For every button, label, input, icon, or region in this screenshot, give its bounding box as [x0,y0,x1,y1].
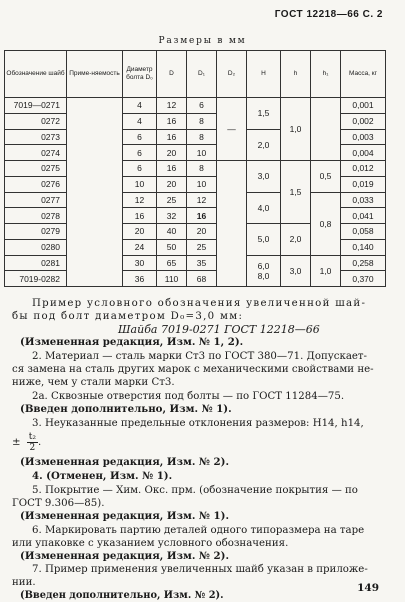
designation-cell: 0281 [5,255,67,271]
designation-cell: 7019—0271 [5,98,67,114]
designation-cell: 0277 [5,192,67,208]
d-cell: 16 [157,113,187,129]
bolt-diameter-cell: 6 [123,129,157,145]
d1-cell: 20 [187,224,217,240]
designation-cell: 0273 [5,129,67,145]
table-row [5,98,386,114]
bolt-diameter-cell: 4 [123,113,157,129]
designation-cell: 7019-0282 [5,271,67,287]
d-cell: 110 [157,271,187,287]
item-2-line-3: ниже, чем у стали марки Ст3. [12,377,175,388]
bolt-diameter-cell: 4 [123,98,157,114]
item-2-line-1: 2. Материал — сталь марки Ст3 по ГОСТ 380—71. Допускает- [32,351,367,362]
amendment-note-6: (Введен дополнительно, Изм. № 2). [20,590,224,601]
page-number: 149 [357,582,379,594]
amendment-note-4: (Измененная редакция, Изм. № 1). [20,510,230,522]
col-header-h: h [281,51,311,98]
d2-cell [217,161,247,287]
d-cell: 12 [157,98,187,114]
fraction [27,432,38,453]
col-header-d1: D₁ [187,51,217,98]
table-caption: Размеры в мм [158,36,247,46]
amendment-note-5: (Измененная редакция, Изм. № 2). [20,550,230,562]
h-cell: 1,0 [281,98,311,161]
bolt-diameter-cell: 30 [123,255,157,271]
col-header-bolt-diameter: Диаметр болта D₀ [123,51,157,98]
item-4: 4. (Отменен, Изм. № 1). [32,470,173,482]
bolt-diameter-cell: 6 [123,161,157,177]
d1-cell: 68 [187,271,217,287]
bolt-diameter-cell: 24 [123,239,157,255]
amendment-note-1: (Измененная редакция, Изм. № 1, 2). [20,336,244,348]
d1-cell: 8 [187,113,217,129]
item-6-line-1: 6. Маркировать партию деталей одного типоразмера на таре [32,525,365,536]
d-cell: 16 [157,161,187,177]
d1-cell: 8 [187,161,217,177]
designation-cell: 0278 [5,208,67,224]
designation-cell: 0276 [5,176,67,192]
example-line-1: Пример условного обозначения увеличенной шай- [32,298,367,309]
bolt-diameter-cell: 6 [123,145,157,161]
bolt-diameter-cell: 36 [123,271,157,287]
h-cell: 3,0 [281,255,311,287]
d-cell: 65 [157,255,187,271]
amendment-note-3: (Измененная редакция, Изм. № 2). [20,456,230,468]
h-upper-cell: 5,0 [247,224,281,256]
col-header-designation: Обозначение шайб [5,51,67,98]
h1-cell [311,98,341,161]
col-header-h1: h₁ [311,51,341,98]
d1-cell: 10 [187,145,217,161]
item-5-line-1: 5. Покрытие — Хим. Окс. прм. (обозначение покрытия — по [32,485,358,496]
amendment-note-2: (Введен дополнительно, Изм. № 1). [20,403,232,415]
col-header-d: D [157,51,187,98]
mass-cell: 0,058 [341,224,386,240]
h1-cell: 0,5 [311,161,341,193]
designation-cell: 0275 [5,161,67,177]
designation-cell: 0280 [5,239,67,255]
mass-cell: 0,012 [341,161,386,177]
h-cell: 1,5 [281,161,311,224]
table-row [5,161,386,177]
plus-minus-sign: ± [12,437,21,448]
d-cell: 50 [157,239,187,255]
formula-period: . [38,437,42,448]
h-upper-cell: 3,0 [247,161,281,193]
fraction-denominator: 2 [29,443,36,453]
d1-cell: 8 [187,129,217,145]
page-header: ГОСТ 12218—66 С. 2 [274,9,383,20]
d1-cell: 35 [187,255,217,271]
h-upper-cell: 6,0 8,0 [247,255,281,287]
fraction-numerator: t₂ [28,432,37,442]
d-cell: 32 [157,208,187,224]
tolerance-formula [12,432,41,453]
bolt-diameter-cell: 20 [123,224,157,240]
h1-cell: 0,8 [311,192,341,255]
table-row [5,192,386,208]
mass-cell: 0,002 [341,113,386,129]
d-cell: 40 [157,224,187,240]
d-cell: 16 [157,129,187,145]
h-upper-cell: 4,0 [247,192,281,224]
designation-cell: 0272 [5,113,67,129]
mass-cell: 0,258 [341,255,386,271]
item-7-line-2: нии. [12,577,36,588]
mass-cell: 0,004 [341,145,386,161]
dimensions-table [4,50,386,287]
h-upper-cell: 1,5 [247,98,281,130]
item-7-line-1: 7. Пример применения увеличенных шайб указан в приложе- [32,564,368,575]
d-cell: 20 [157,176,187,192]
example-designation: Шайба 7019-0271 ГОСТ 12218—66 [118,323,320,336]
example-line-2: бы под болт диаметром D₀=3,0 мм: [12,311,244,322]
item-2-line-2: ся замена на сталь других марок с механическими свойствами не- [12,364,374,375]
mass-cell: 0,370 [341,271,386,287]
col-header-d2: D₂ [217,51,247,98]
d-cell: 20 [157,145,187,161]
item-3-line-1: 3. Неуказанные предельные отклонения размеров: Н14, h14, [32,418,364,429]
d1-cell: 10 [187,176,217,192]
item-2a: 2а. Сквозные отверстия под болты — по ГОСТ 11284—75. [32,391,345,402]
mass-cell: 0,041 [341,208,386,224]
d-cell: 25 [157,192,187,208]
mass-cell: 0,001 [341,98,386,114]
d2-cell: — [217,98,247,161]
table-row [5,255,386,271]
d1-cell: 6 [187,98,217,114]
bolt-diameter-cell: 10 [123,176,157,192]
item-5-line-2: ГОСТ 9.306—85). [12,498,105,509]
applicability-cell [67,98,123,287]
d1-cell: 25 [187,239,217,255]
designation-cell: 0279 [5,224,67,240]
d1-cell: 16 [187,208,217,224]
mass-cell: 0,140 [341,239,386,255]
mass-cell: 0,003 [341,129,386,145]
table-header-row [5,51,386,98]
designation-cell: 0274 [5,145,67,161]
col-header-mass: Масса, кг [341,51,386,98]
mass-cell: 0,033 [341,192,386,208]
bolt-diameter-cell: 16 [123,208,157,224]
h-cell: 2,0 [281,224,311,256]
col-header-h-upper: H [247,51,281,98]
h-upper-cell: 2,0 [247,129,281,161]
bolt-diameter-cell: 12 [123,192,157,208]
d1-cell: 12 [187,192,217,208]
h1-cell: 1,0 [311,255,341,287]
mass-cell: 0,019 [341,176,386,192]
item-6-line-2: или упаковке с указанием условного обозначения. [12,538,289,549]
col-header-applicability: Приме-няемость [67,51,123,98]
